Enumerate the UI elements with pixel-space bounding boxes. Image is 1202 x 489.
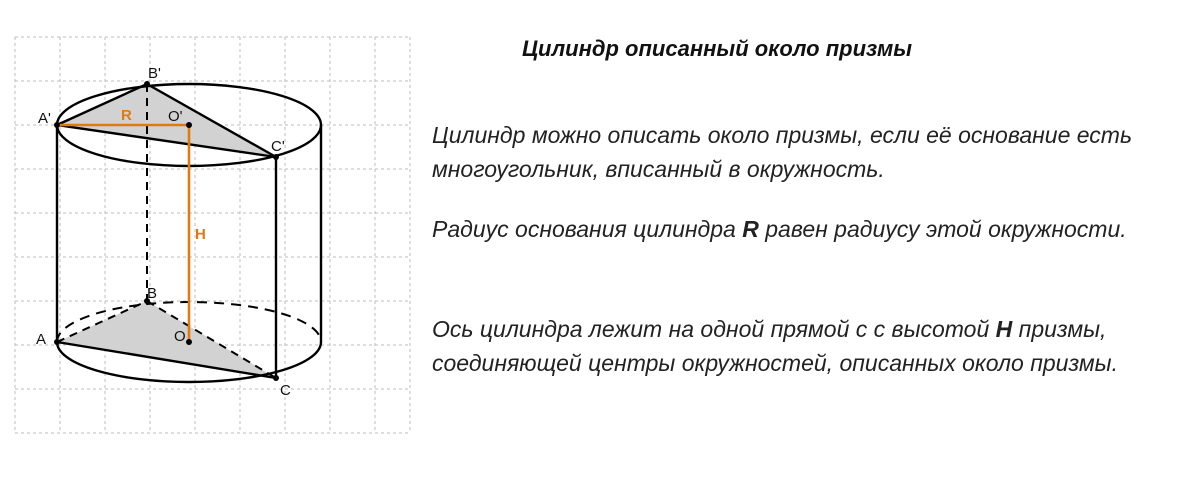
paragraph-axis-text-2: призмы, соединяющей центры окружностей, описанных около призмы. [432, 316, 1118, 376]
paragraph-axis [432, 312, 1192, 380]
label-radius: R [121, 107, 132, 124]
label-A-top: A' [38, 110, 51, 127]
page-title: Цилиндр описанный около призмы [522, 36, 913, 61]
label-A-bottom: A [36, 331, 47, 348]
cylinder-prism-diagram [0, 0, 420, 489]
label-height: H [195, 226, 206, 243]
point-A [54, 339, 60, 345]
label-C-bottom: C [280, 382, 291, 399]
paragraph-radius-text-2: равен радиусу этой окружности. [758, 216, 1127, 242]
bottom-triangle-fill [57, 301, 276, 378]
grid-background [15, 37, 410, 433]
point-O [186, 339, 192, 345]
paragraph-axis-text-1: Ось цилиндра лежит на одной прямой с с высотой [432, 316, 996, 342]
point-Ap [54, 122, 60, 128]
label-B-bottom: B [147, 285, 158, 302]
height-symbol: H [995, 316, 1013, 342]
label-C-top: C' [271, 138, 285, 155]
point-C [273, 375, 279, 381]
label-B-top: B' [148, 65, 161, 82]
point-Op [186, 122, 192, 128]
paragraph-inscribed-condition: Цилиндр можно описать около призмы, если её основание есть многоугольник, вписанный в окружность. [432, 122, 1133, 182]
paragraph-radius [432, 212, 1192, 246]
label-O-top: O' [168, 108, 183, 125]
paragraph-radius-text-1: Радиус основания цилиндра [432, 216, 743, 242]
label-O-bottom: O [174, 328, 186, 345]
radius-symbol: R [742, 216, 759, 242]
